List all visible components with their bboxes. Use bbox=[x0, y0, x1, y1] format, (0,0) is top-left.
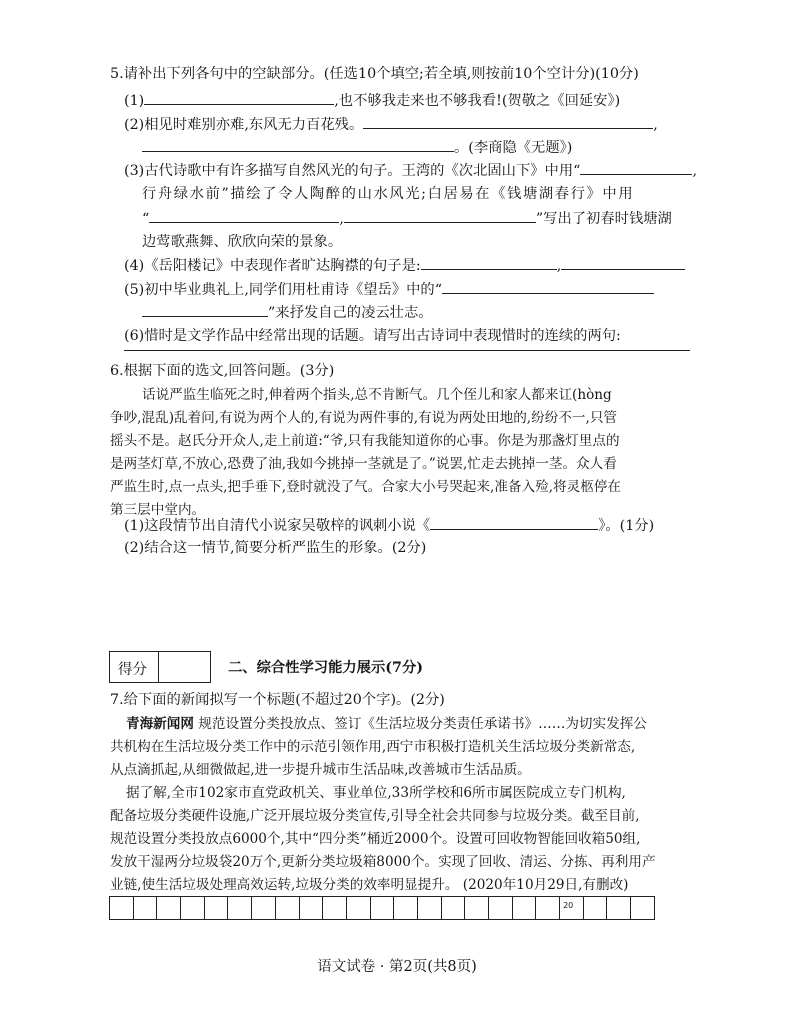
score-box-divider bbox=[158, 652, 159, 682]
answer-blank[interactable] bbox=[363, 114, 653, 129]
grid-cell[interactable] bbox=[512, 896, 537, 920]
q7-news-line: 业链,使生活垃圾处理高效运转,垃圾分类的效率明显提升。 (2020年10月29日,有删改) bbox=[110, 877, 629, 893]
grid-cell[interactable] bbox=[393, 896, 418, 920]
grid-cell[interactable] bbox=[156, 896, 181, 920]
answer-blank[interactable] bbox=[144, 90, 334, 105]
q5-item-5-line2 bbox=[142, 302, 722, 323]
grid-cell[interactable] bbox=[488, 896, 513, 920]
answer-blank[interactable] bbox=[580, 160, 692, 175]
q5-item-3-line4: 边莺歌燕舞、欣欣向荣的景象。 bbox=[142, 234, 343, 250]
q5-item-2-text: (2)相见时难别亦难,东风无力百花残。 bbox=[124, 117, 364, 133]
grid-cell[interactable] bbox=[251, 896, 276, 920]
answer-grid[interactable] bbox=[109, 896, 654, 920]
q6-passage-line: 是两茎灯草,不放心,恐费了油,我如今挑掉一茎就是了。”说罢,忙走去挑掉一茎。众人看 bbox=[110, 456, 617, 472]
q7-news-line bbox=[126, 714, 706, 734]
q5-item-1-label: (1) bbox=[124, 93, 145, 109]
answer-line[interactable] bbox=[124, 350, 690, 351]
q5-item-4 bbox=[124, 255, 704, 276]
grid-cell[interactable] bbox=[535, 896, 560, 920]
q5-item-5-text: (5)初中毕业典礼上,同学们用杜甫诗《望岳》中的“ bbox=[124, 282, 443, 298]
section-title: 二、综合性学习能力展示(7分) bbox=[228, 660, 424, 676]
q5-item-1-tail: ,也不够我走来也不够我看!(贺敬之《回延安》) bbox=[334, 93, 621, 109]
q5-item-2-cont bbox=[142, 137, 722, 158]
q5-item-6: (6)惜时是文学作品中经常出现的话题。请写出古诗词中表现惜时的连续的两句: bbox=[124, 328, 621, 344]
q5-item-3-line2: 行舟绿水前”描绘了令人陶醉的山水风光;白居易在《钱塘湖春行》中用 bbox=[142, 186, 635, 202]
news-source: 青海新闻网 bbox=[126, 716, 194, 732]
q6-sub-1 bbox=[124, 515, 704, 536]
page-footer: 语文试卷 · 第2页(共8页) bbox=[317, 959, 477, 975]
punct: , bbox=[556, 258, 562, 274]
answer-blank[interactable] bbox=[149, 208, 339, 223]
grid-cell[interactable] bbox=[227, 896, 252, 920]
q5-item-2-tail: 。(李商隐《无题》) bbox=[454, 140, 573, 156]
q5-item-3-line3 bbox=[142, 208, 722, 229]
grid-cell[interactable] bbox=[441, 896, 466, 920]
answer-blank[interactable] bbox=[561, 255, 685, 270]
q7-news-line: 据了解,全市102家市直党政机关、事业单位,33所学校和6所市属医院成立专门机构, bbox=[126, 785, 626, 801]
q6-passage-line: 严监生时,点一点头,把手垂下,登时就没了气。合家大小号哭起来,准备入殓,将灵柩停在 bbox=[110, 479, 621, 495]
q7-news-line: 发放干湿两分垃圾袋20万个,更新分类垃圾箱8000个。实现了回收、清运、分拣、再利用产 bbox=[110, 854, 656, 870]
q6-passage-line: 话说严监生临死之时,伸着两个指头,总不肯断气。几个侄儿和家人都来讧(hòng bbox=[142, 387, 612, 403]
score-label: 得分 bbox=[118, 662, 147, 678]
grid-cell[interactable] bbox=[109, 896, 134, 920]
punct: , bbox=[653, 117, 658, 133]
grid-cell[interactable] bbox=[583, 896, 608, 920]
grid-cell[interactable] bbox=[630, 896, 655, 920]
punct: , bbox=[692, 163, 698, 179]
grid-cell[interactable] bbox=[204, 896, 229, 920]
q5-item-3-tail: ”写出了初春时钱塘湖 bbox=[535, 211, 672, 227]
q5-item-3-text: (3)古代诗歌中有许多描写自然风光的句子。王湾的《次北固山下》中用“ bbox=[124, 163, 581, 179]
grid-cell[interactable] bbox=[346, 896, 371, 920]
q7-news-line: 规范设置分类投放点6000个,其中“四分类”桶近2000个。设置可回收物智能回收箱50组, bbox=[110, 831, 641, 847]
grid-cell[interactable] bbox=[464, 896, 489, 920]
q5-stem: 5.请补出下列各句中的空缺部分。(任选10个填空;若全填,则按前10个空计分)(10分) bbox=[110, 66, 639, 82]
q5-item-1 bbox=[124, 90, 704, 111]
answer-blank[interactable] bbox=[421, 255, 557, 270]
grid-cell[interactable] bbox=[133, 896, 158, 920]
q7-news-line: 共机构在生活垃圾分类工作中的示范引领作用,西宁市积极打造机关生活垃圾分类新常态, bbox=[110, 739, 636, 755]
q5-item-4-text: (4)《岳阳楼记》中表现作者旷达胸襟的句子是: bbox=[124, 258, 421, 274]
grid-cell[interactable] bbox=[322, 896, 347, 920]
punct: “ bbox=[142, 211, 150, 227]
answer-blank[interactable] bbox=[442, 279, 654, 294]
q6-sub-1-text: (1)这段情节出自清代小说家吴敬梓的讽刺小说《 bbox=[124, 518, 431, 534]
q7-news-line: 配备垃圾分类硬件设施,广泛开展垃圾分类宣传,引导全社会共同参与垃圾分类。截至目前, bbox=[110, 808, 640, 824]
q5-item-3-line1 bbox=[124, 160, 704, 181]
score-box[interactable] bbox=[109, 651, 211, 683]
answer-blank[interactable] bbox=[142, 302, 268, 317]
q6-stem: 6.根据下面的选文,回答问题。(3分) bbox=[110, 363, 335, 379]
q7-stem: 7.给下面的新闻拟写一个标题(不超过20个字)。(2分) bbox=[110, 692, 445, 708]
punct: , bbox=[339, 211, 344, 227]
grid-cell[interactable] bbox=[417, 896, 442, 920]
q6-passage-line: 第三层中堂内。 bbox=[110, 502, 206, 518]
answer-blank[interactable] bbox=[344, 208, 536, 223]
grid-cell[interactable] bbox=[180, 896, 205, 920]
answer-blank[interactable] bbox=[430, 515, 598, 530]
grid-cell[interactable] bbox=[275, 896, 300, 920]
q6-sub-1-tail: 》。(1分) bbox=[598, 518, 655, 534]
q5-item-5-tail: ”来抒发自己的凌云壮志。 bbox=[268, 305, 433, 321]
q5-item-5-line1 bbox=[124, 279, 704, 300]
q7-news-line: 从点滴抓起,从细微做起,进一步提升城市生活品味,改善城市生活品质。 bbox=[110, 762, 531, 778]
q6-passage-line: 争吵,混乱)乱着问,有说为两个人的,有说为两件事的,有说为两处田地的,纷纷不一,只管 bbox=[110, 410, 618, 426]
q6-passage-line: 摇头不是。赵氏分开众人,走上前道:“爷,只有我能知道你的心事。你是为那盏灯里点的 bbox=[110, 433, 620, 449]
grid-cell[interactable] bbox=[559, 896, 584, 920]
q5-item-2 bbox=[124, 114, 704, 135]
grid-cell[interactable] bbox=[370, 896, 395, 920]
answer-blank[interactable] bbox=[142, 137, 454, 152]
grid-count-mark: 20 bbox=[563, 901, 574, 910]
news-text: 规范设置分类投放点、签订《生活垃圾分类责任承诺书》……为切实发挥公 bbox=[193, 716, 647, 732]
q6-sub-2: (2)结合这一情节,简要分析严监生的形象。(2分) bbox=[124, 540, 427, 556]
grid-cell[interactable] bbox=[606, 896, 631, 920]
grid-cell[interactable] bbox=[299, 896, 324, 920]
